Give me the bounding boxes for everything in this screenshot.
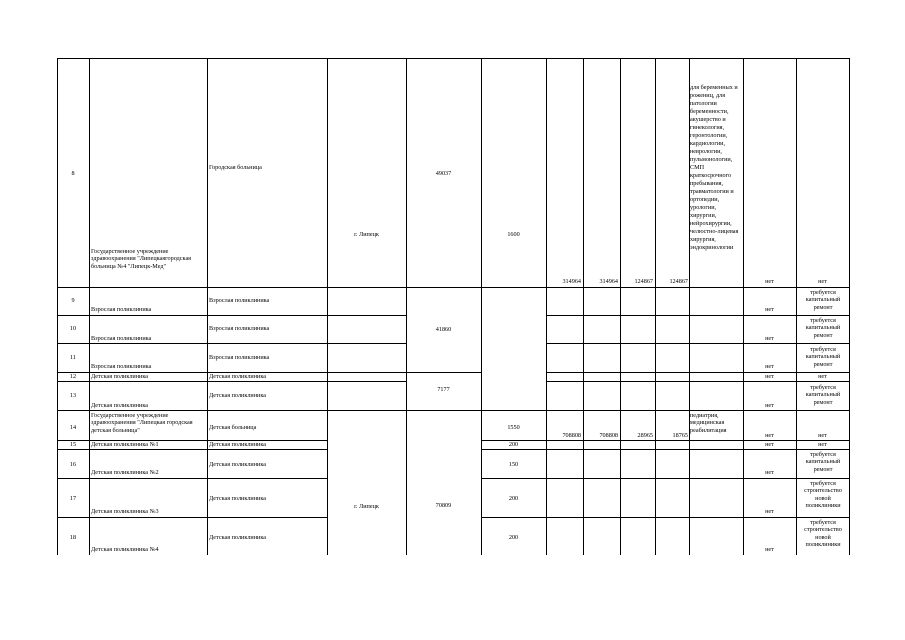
capacity: 1550 <box>507 424 520 431</box>
row-border <box>57 58 850 59</box>
note: нет <box>818 373 827 380</box>
note: требуется капитальный ремонт <box>805 317 841 339</box>
facility-name: Детская поликлиника №3 <box>91 508 159 515</box>
row-border <box>481 517 850 518</box>
row-border <box>57 315 406 316</box>
row-border <box>57 381 406 382</box>
col-border <box>207 58 208 555</box>
row-number: 17 <box>69 495 77 502</box>
need: нет <box>765 469 774 476</box>
note: требуется строительство новой поликлиники <box>804 480 842 509</box>
facilities-table <box>57 58 850 555</box>
note: требуется капитальный ремонт <box>805 451 841 473</box>
facility-type: Городская больница <box>209 164 262 171</box>
profile: педиатрия, медицинская реабилитация <box>690 412 727 434</box>
value-3: 124867 <box>634 278 653 285</box>
row-number: 10 <box>69 325 77 332</box>
facility-type: Детская поликлиника <box>209 392 267 399</box>
col-border <box>89 58 90 555</box>
row-border <box>546 343 850 344</box>
need: нет <box>765 335 774 342</box>
facility-name: Взрослая поликлиника <box>91 335 152 342</box>
note: нет <box>818 441 827 448</box>
population: 70809 <box>435 502 452 509</box>
facility-name: Детская поликлиника <box>91 373 149 380</box>
row-number: 12 <box>69 373 77 380</box>
capacity: 150 <box>508 461 519 468</box>
need: нет <box>765 432 774 439</box>
need: нет <box>765 402 774 409</box>
row-border <box>57 287 850 288</box>
col-border <box>546 58 547 555</box>
facility-name: Детская поликлиника №1 <box>91 441 159 448</box>
capacity: 1600 <box>507 231 520 238</box>
row-number: 18 <box>69 534 77 541</box>
col-border <box>57 58 58 555</box>
value-1: 708808 <box>562 432 581 439</box>
row-number: 9 <box>71 297 75 304</box>
facility-type: Взрослая поликлиника <box>209 297 270 304</box>
row-number: 15 <box>69 441 77 448</box>
row-border <box>57 478 327 479</box>
facility-name: Детская поликлиника №4 <box>91 546 159 553</box>
note: требуется капитальный ремонт <box>805 384 841 406</box>
row-border <box>546 381 850 382</box>
need: нет <box>765 546 774 553</box>
facility-type: Детская поликлиника <box>209 534 267 541</box>
facility-name: Детская поликлиника №2 <box>91 469 159 476</box>
note: требуется капитальный ремонт <box>805 346 841 368</box>
facility-type: Взрослая поликлиника <box>209 354 270 361</box>
row-border <box>57 410 850 411</box>
value-2: 314964 <box>599 278 618 285</box>
row-border <box>481 478 850 479</box>
col-border <box>481 58 482 555</box>
value-3: 28965 <box>637 432 653 439</box>
capacity: 200 <box>508 441 519 448</box>
row-number: 14 <box>69 424 77 431</box>
need: нет <box>765 306 774 313</box>
facility-type: Детская поликлиника <box>209 441 267 448</box>
value-1: 314964 <box>562 278 581 285</box>
row-number: 11 <box>70 354 76 361</box>
value-4: 18765 <box>672 432 688 439</box>
population: 49037 <box>435 170 452 177</box>
facility-name: Взрослая поликлиника <box>91 306 152 313</box>
value-4: 124867 <box>669 278 688 285</box>
facility-name: Детская поликлиника <box>91 402 149 409</box>
city: г. Липецк <box>354 503 379 510</box>
value-2: 708808 <box>599 432 618 439</box>
population: 7177 <box>437 386 450 393</box>
need: нет <box>818 278 827 285</box>
row-border <box>57 343 406 344</box>
row-border <box>546 315 850 316</box>
facility-type: Взрослая поликлиника <box>209 325 270 332</box>
facility-type: Детская поликлиника <box>209 495 267 502</box>
col-border <box>655 58 656 555</box>
need: нет <box>765 508 774 515</box>
population: 41860 <box>435 326 452 333</box>
col-border <box>583 58 584 555</box>
row-number: 16 <box>69 461 77 468</box>
note: нет <box>818 432 827 439</box>
note: требуется строительство новой поликлиники <box>804 519 842 548</box>
row-border <box>57 449 327 450</box>
row-number: 8 <box>71 170 75 177</box>
facility-type: Детская поликлиника <box>209 373 267 380</box>
note: нет <box>765 278 774 285</box>
col-border <box>406 58 407 555</box>
capacity: 200 <box>508 534 519 541</box>
col-border <box>620 58 621 555</box>
city: г. Липецк <box>354 231 379 238</box>
col-border <box>327 58 328 555</box>
row-number: 13 <box>69 392 77 399</box>
capacity: 200 <box>508 495 519 502</box>
facility-name: Взрослая поликлиника <box>91 363 152 370</box>
profile: для беременных и рожениц, для патологии беременности, акушерство и гинекология, геронтологии, кардиологии, неврологии, пульмонологии, СМП краткосрочного пребывания, травматологии и ортопедии, урологии, хирургии, нейрохирургии, челюстно-лицевая хирургия, эндокринологии <box>690 84 739 251</box>
facility-type: Детская больница <box>209 424 257 431</box>
row-border <box>57 517 327 518</box>
row-border <box>481 449 850 450</box>
facility-name: Государственное учреждение здравоохранения "Липецкая городская детская больница" <box>91 412 193 434</box>
facility-name: Государственное учреждение здравоохранения "Липецкаягородская больница №4 "Липецк-Мед" <box>91 248 192 270</box>
col-border <box>849 58 850 555</box>
need: нет <box>765 363 774 370</box>
need: нет <box>765 441 774 448</box>
need: нет <box>765 373 774 380</box>
note: требуется капитальный ремонт <box>805 289 841 311</box>
facility-type: Детская поликлиника <box>209 461 267 468</box>
